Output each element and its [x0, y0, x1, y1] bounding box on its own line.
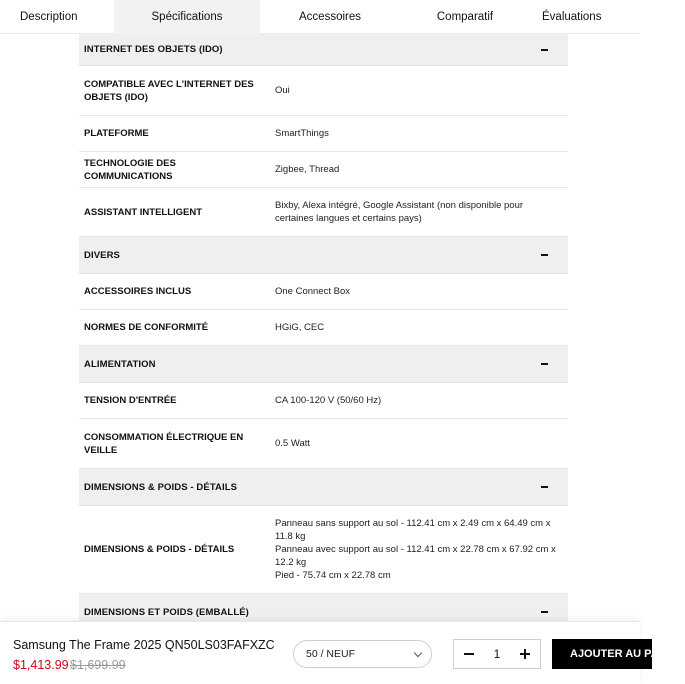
add-to-cart-button[interactable]: AJOUTER AU PANIER	[552, 639, 652, 669]
quantity-value[interactable]: 1	[493, 647, 501, 661]
tab-specifications[interactable]: Spécifications	[114, 0, 260, 34]
spec-row	[79, 383, 568, 419]
section-title: INTERNET DES OBJETS (IDO)	[84, 44, 223, 55]
spec-row	[79, 506, 568, 594]
collapse-icon[interactable]	[541, 363, 548, 365]
section-title: ALIMENTATION	[84, 358, 156, 370]
spec-value-line: Panneau avec support au sol - 112.41 cm x 22.78 cm x 67.92 cm x 12.2 kg	[275, 544, 556, 568]
current-price: $1,413.99	[13, 658, 69, 672]
spec-label: PLATEFORME	[84, 128, 149, 139]
product-name: Samsung The Frame 2025 QN50LS03FAFXZC	[13, 638, 275, 652]
spec-row	[79, 66, 568, 116]
spec-label: DIMENSIONS & POIDS - DÉTAILS	[84, 544, 235, 555]
specifications-table	[79, 34, 568, 631]
spec-value: CA 100-120 V (50/60 Hz)	[275, 395, 382, 406]
section-header-dimensions[interactable]	[79, 469, 568, 506]
spec-label: ACCESSOIRES INCLUS	[84, 286, 192, 297]
chevron-down-icon	[414, 648, 422, 656]
original-price: $1,699.99	[70, 658, 126, 672]
collapse-icon[interactable]	[541, 49, 548, 51]
section-header-iot[interactable]	[79, 34, 568, 66]
spec-value: SmartThings	[275, 128, 329, 139]
spec-row	[79, 152, 568, 188]
minus-icon[interactable]	[464, 653, 474, 655]
variant-selected-value: 50 / NEUF	[306, 648, 356, 660]
plus-icon[interactable]	[520, 649, 530, 659]
quantity-stepper[interactable]	[453, 639, 541, 669]
spec-value: One Connect Box	[275, 286, 350, 297]
spec-value-line: Pied - 75.74 cm x 22.78 cm	[275, 570, 391, 581]
tab-description[interactable]: Description	[20, 11, 78, 23]
spec-value: Bixby, Alexa intégré, Google Assistant (non disponible pour certaines langues et certains pays)	[275, 200, 524, 224]
spec-value: 0.5 Watt	[275, 438, 311, 449]
section-header-misc[interactable]	[79, 237, 568, 274]
collapse-icon[interactable]	[541, 611, 548, 613]
variant-select[interactable]	[293, 640, 432, 668]
section-title: DIVERS	[84, 249, 120, 261]
spec-value: Oui	[275, 85, 290, 96]
section-title: DIMENSIONS & POIDS - DÉTAILS	[84, 481, 238, 493]
spec-row	[79, 188, 568, 237]
spec-value-line: Panneau sans support au sol - 112.41 cm x 2.49 cm x 64.49 cm x 11.8 kg	[275, 518, 551, 542]
tab-comparison[interactable]: Comparatif	[436, 11, 494, 23]
spec-value	[275, 517, 568, 582]
spec-row	[79, 116, 568, 152]
collapse-icon[interactable]	[541, 254, 548, 256]
tab-accessories[interactable]: Accessoires	[299, 11, 361, 23]
section-header-power[interactable]	[79, 346, 568, 383]
spec-label: CONSOMMATION ÉLECTRIQUE EN VEILLE	[84, 431, 244, 456]
spec-row	[79, 274, 568, 310]
spec-tabs	[0, 0, 640, 34]
spec-row	[79, 310, 568, 346]
spec-value: Zigbee, Thread	[275, 164, 340, 175]
spec-row	[79, 419, 568, 469]
tab-reviews[interactable]: Évaluations	[542, 11, 602, 23]
spec-value: HGiG, CEC	[275, 322, 325, 333]
section-title: DIMENSIONS ET POIDS (EMBALLÉ)	[84, 606, 249, 618]
spec-label: COMPATIBLE AVEC L'INTERNET DES OBJETS (IDO)	[84, 78, 254, 103]
spec-label: TECHNOLOGIE DES COMMUNICATIONS	[84, 157, 176, 182]
spec-label: NORMES DE CONFORMITÉ	[84, 322, 209, 333]
spec-label: ASSISTANT INTELLIGENT	[84, 206, 203, 218]
spec-label: TENSION D'ENTRÉE	[84, 395, 177, 406]
collapse-icon[interactable]	[541, 486, 548, 488]
